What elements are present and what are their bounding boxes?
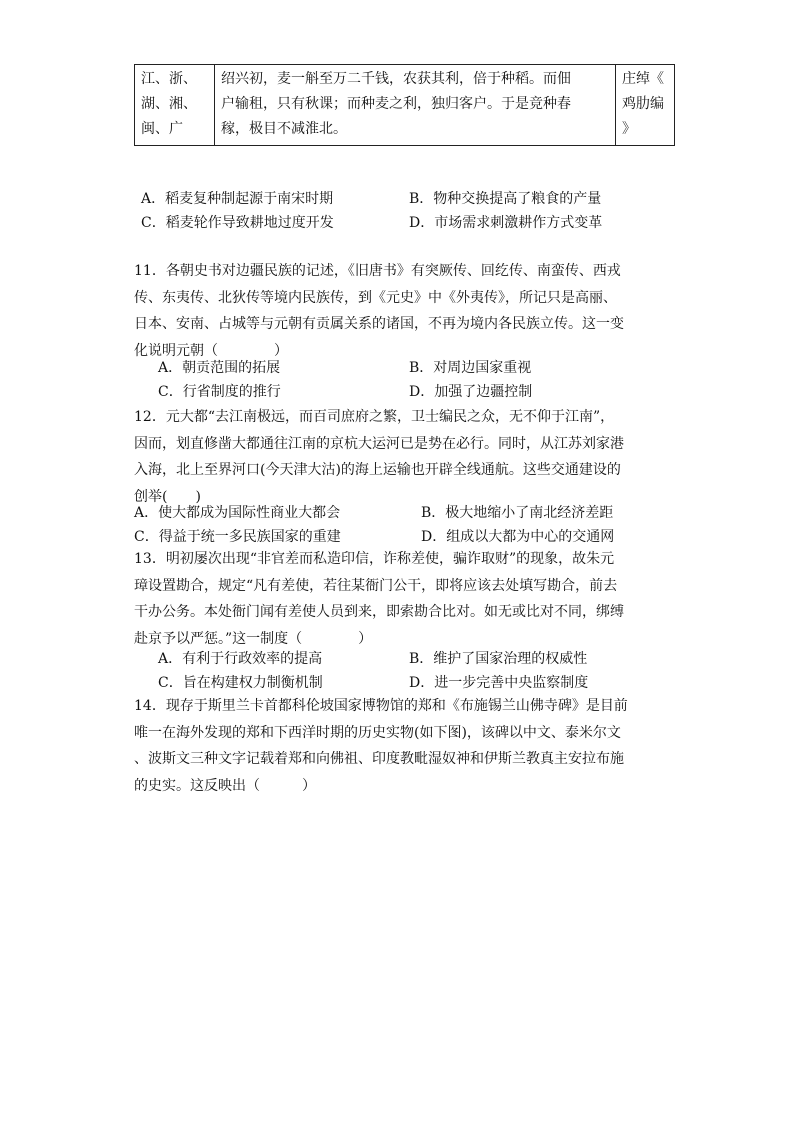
q14-line: 的史实。这反映出（ ）: [134, 777, 316, 794]
q13-line: 13．明初屡次出现“非官差而私造印信，诈称差使，骗诈取财”的现象，故朱元: [134, 551, 615, 567]
q10-option-a[interactable]: A．稻麦复种制起源于南宋时期: [141, 191, 334, 207]
source-line: 庄绰《: [622, 71, 664, 87]
q12-line: 创举( ): [134, 488, 201, 505]
content-line: 户输租，只有秋课；而种麦之利，独归客户。于是竞种春: [221, 96, 571, 112]
q14-line: 14．现存于斯里兰卡首都科伦坡国家博物馆的郑和《布施锡兰山佛寺碑》是目前: [134, 698, 628, 714]
q10-option-d[interactable]: D．市场需求刺激耕作方式变革: [409, 215, 603, 231]
content-line: 绍兴初，麦一斛至万二千钱，农获其利，倍于种稻。而佃: [221, 71, 571, 87]
q12-line: 12．元大都“去江南极远，而百司庶府之繁，卫士编民之众，无不仰于江南”，: [134, 409, 615, 425]
q11-line: 化说明元朝（ ）: [134, 342, 288, 359]
q13-option-b[interactable]: B．维护了国家治理的权威性: [409, 651, 588, 667]
region-line: 湖、湘、: [141, 96, 197, 112]
q11-line: 11．各朝史书对边疆民族的记述，《旧唐书》有突厥传、回纥传、南蛮传、西戎: [134, 263, 621, 279]
source-line: 鸡肋编: [622, 96, 664, 112]
q11-option-b[interactable]: B．对周边国家重视: [409, 360, 532, 376]
q12-option-c[interactable]: C．得益于统一多民族国家的重建: [134, 529, 341, 545]
q12-option-d[interactable]: D．组成以大都为中心的交通网: [421, 529, 615, 545]
q10-option-b[interactable]: B．物种交换提高了粮食的产量: [409, 191, 602, 207]
q11-stem: [134, 258, 679, 364]
region-line: 江、浙、: [141, 71, 197, 87]
q13-option-c[interactable]: C．旨在构建权力制衡机制: [158, 675, 323, 691]
q14-stem: [134, 693, 679, 799]
q13-line: 璋设置勘合，规定“凡有差使，若往某衙门公干，即将应该去处填写勘合，前去: [134, 577, 618, 594]
q11-option-a[interactable]: A．朝贡范围的拓展: [158, 360, 281, 376]
q12-option-a[interactable]: A．使大都成为国际性商业大都会: [134, 505, 341, 521]
q14-line: 、波斯文三种文字记载着郑和向佛祖、印度教毗湿奴神和伊斯兰教真主安拉布施: [134, 751, 624, 767]
q13-stem: [134, 546, 679, 652]
content-cell: [215, 65, 616, 146]
q11-line: 日本、安南、占城等与元朝有贡属关系的诸国，不再为境内各民族立传。这一变: [134, 316, 624, 332]
q11-option-c[interactable]: C．行省制度的推行: [158, 384, 281, 400]
q12-line: 入海，北上至界河口(今天津大沽)的海上运输也开辟全线通航。这些交通建设的: [134, 462, 621, 478]
q11-option-d[interactable]: D．加强了边疆控制: [409, 384, 533, 400]
q12-option-b[interactable]: B．极大地缩小了南北经济差距: [421, 505, 614, 521]
content-line: 稼，极目不减淮北。: [221, 121, 347, 137]
source-table: [134, 64, 675, 146]
q13-line: 赴京予以严惩。”这一制度（ ）: [134, 630, 373, 647]
q11-line: 传、东夷传、北狄传等境内民族传，到《元史》中《外夷传》，所记只是高丽、: [134, 289, 617, 306]
region-line: 闽、广: [141, 121, 183, 137]
q12-stem: [134, 404, 679, 510]
source-cell: [616, 65, 675, 146]
q13-option-a[interactable]: A．有利于行政效率的提高: [158, 651, 323, 667]
source-line: 》: [622, 121, 636, 137]
table-row: [135, 65, 675, 146]
q13-option-d[interactable]: D．进一步完善中央监察制度: [409, 675, 589, 691]
q13-line: 干办公务。本处衙门闻有差使人员到来，即索勘合比对。如无或比对不同，绑缚: [134, 604, 624, 620]
region-cell: [135, 65, 215, 146]
q10-option-c[interactable]: C．稻麦轮作导致耕地过度开发: [141, 215, 334, 231]
q14-line: 唯一在海外发现的郑和下西洋时期的历史实物(如下图)，该碑以中文、泰米尔文: [134, 724, 621, 741]
q12-line: 因而，划直修凿大都通往江南的京杭大运河已是势在必行。同时，从江苏刘家港: [134, 435, 624, 452]
